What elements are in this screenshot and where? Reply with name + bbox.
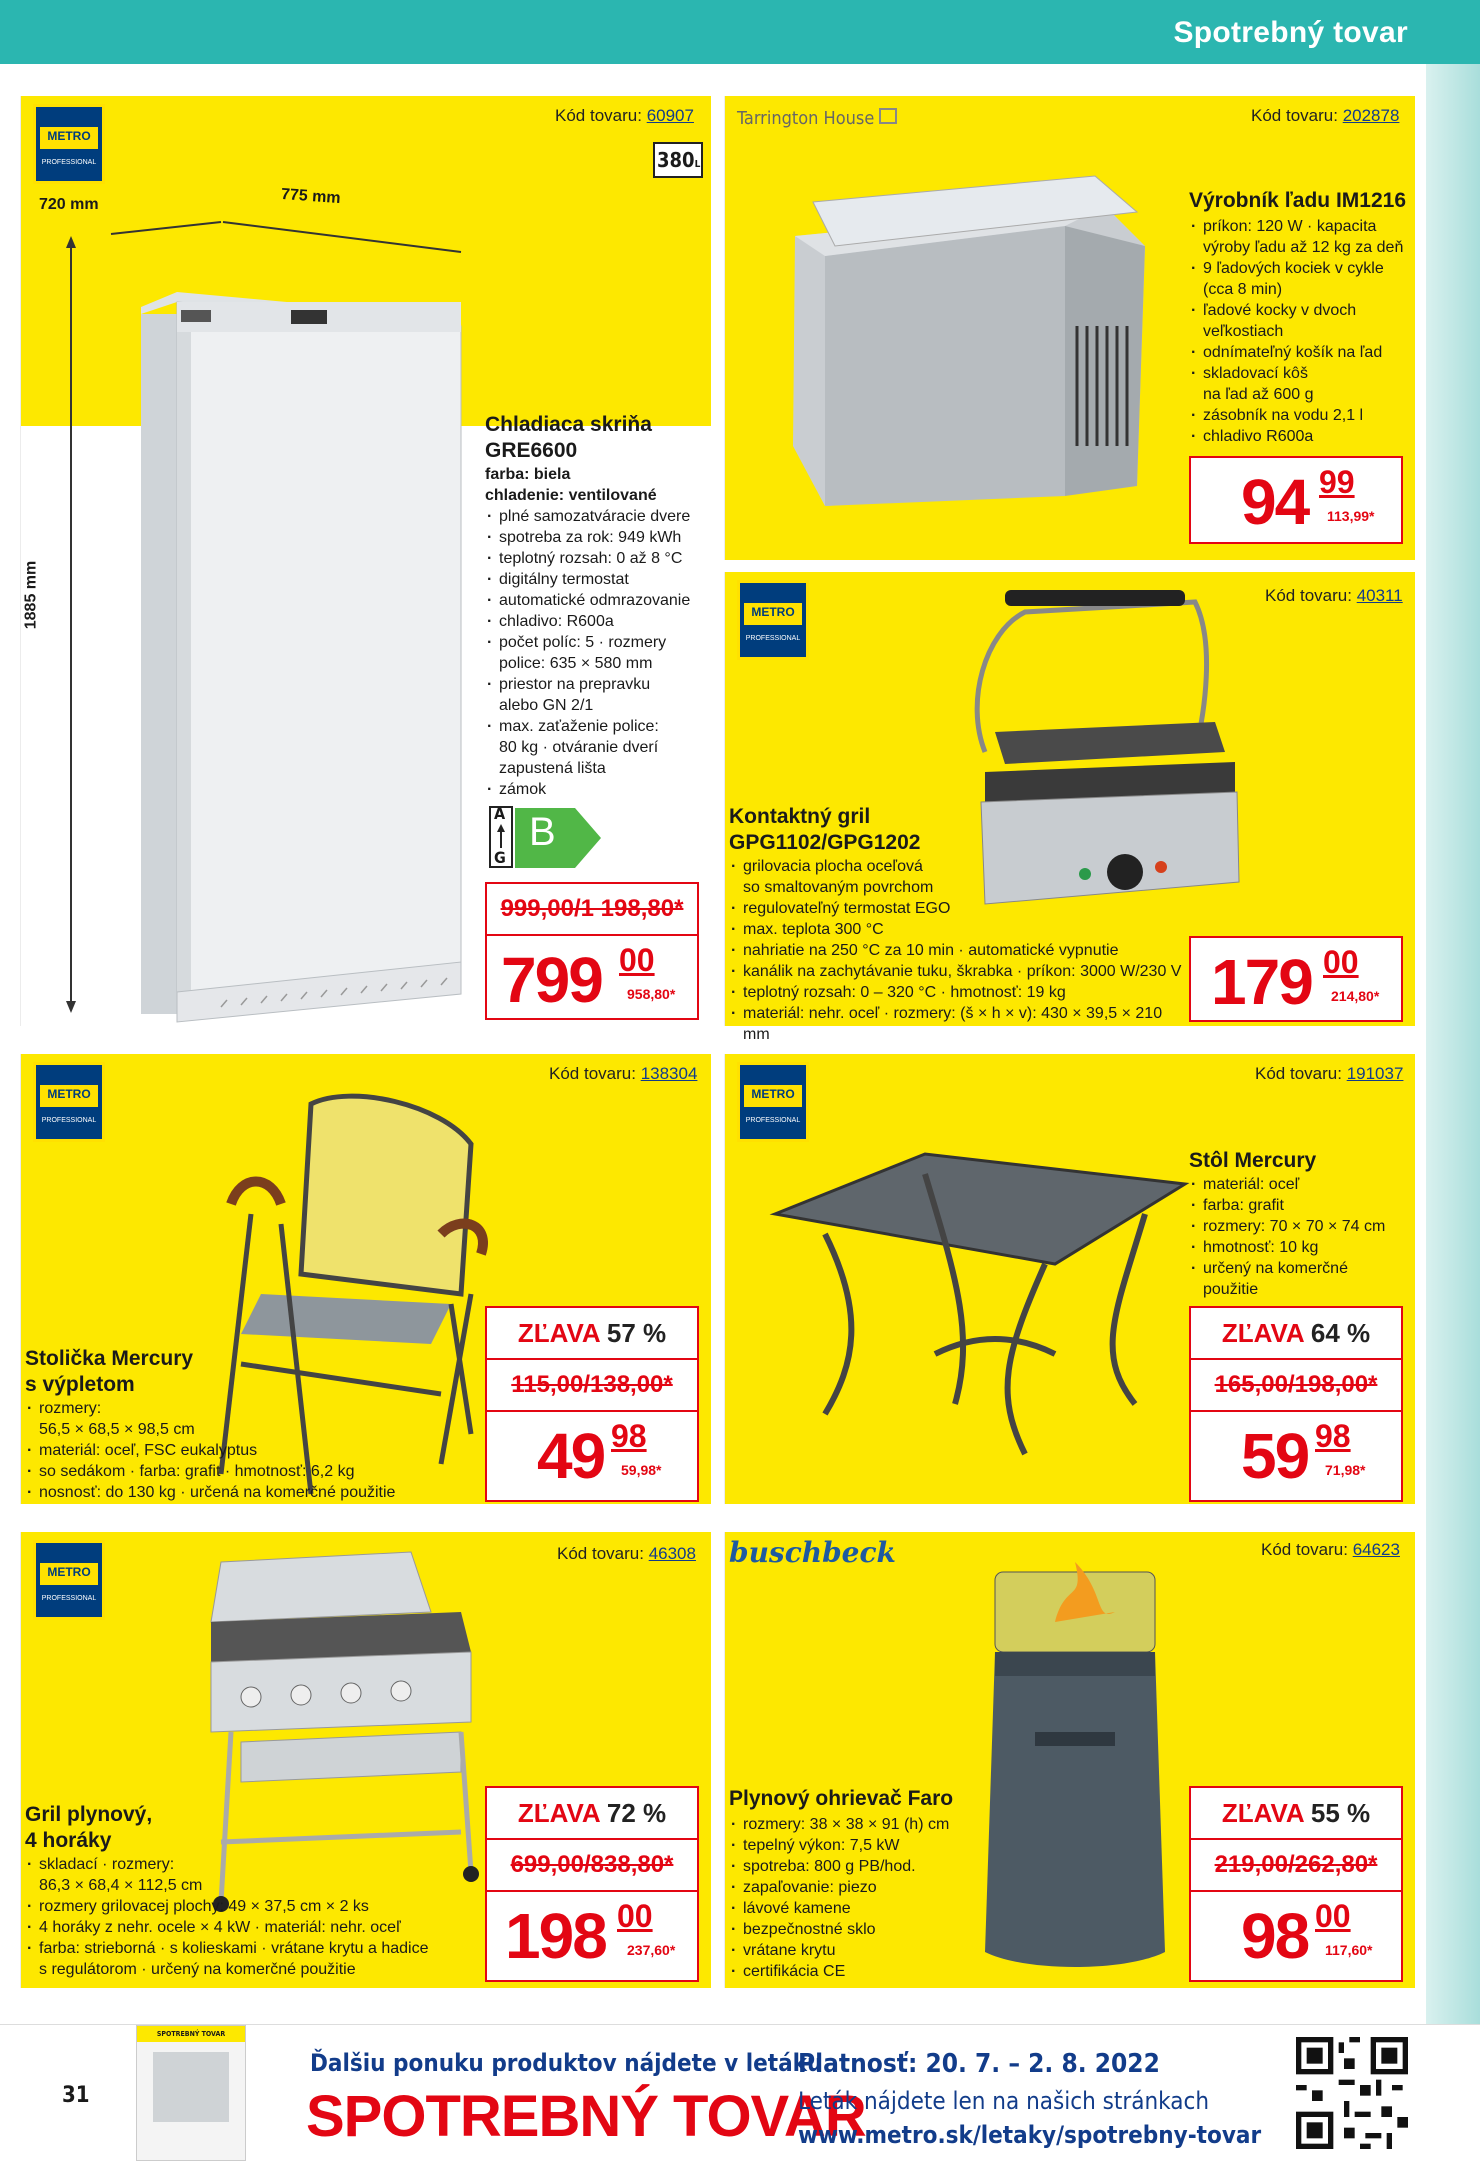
price-with-vat: 958,80* (627, 986, 676, 1002)
energy-class: B (529, 810, 556, 854)
old-price: 165,00/198,00* (1191, 1360, 1401, 1412)
product-code: Kód tovaru: 138304 (549, 1064, 698, 1083)
validity-period: Platnosť: 20. 7. – 2. 8. 2022 (798, 2049, 1160, 2079)
metro-professional-logo: METRO PROFESSIONAL (737, 1062, 809, 1142)
price-decimal: 98 (1315, 1418, 1351, 1454)
price-with-vat: 113,99* (1327, 508, 1375, 524)
product-code: Kód tovaru: 191037 (1255, 1064, 1404, 1083)
page-number: 31 (62, 2083, 90, 2108)
discount-badge: ZĽAVA 64 % (1191, 1308, 1401, 1360)
price-box (1189, 936, 1403, 1022)
price-with-vat: 214,80* (1331, 988, 1380, 1004)
price-integer: 179 (1211, 946, 1312, 1018)
price-with-vat: 237,60* (627, 1942, 676, 1958)
house-icon (879, 108, 897, 124)
metro-professional-logo: METRO PROFESSIONAL (33, 1540, 105, 1620)
product-card-ice-maker[interactable] (724, 96, 1414, 560)
energy-scale-bottom: G (494, 848, 506, 867)
catalogue-link[interactable]: www.metro.sk/letaky/spotrebny-tovar (798, 2121, 1262, 2149)
gas-grill-image (191, 1542, 491, 1902)
dimension-width: 775 mm (280, 185, 342, 208)
product-code: Kód tovaru: 60907 (555, 106, 694, 125)
product-code: Kód tovaru: 64623 (1261, 1540, 1400, 1559)
price-box (1189, 1786, 1403, 1982)
price-integer: 799 (501, 944, 602, 1016)
product-specs: · rozmery: 38 × 38 × 91 (h) cm · tepelný výkon: 7,5 kW · spotreba: 800 g PB/hod. · zapaľovanie: piezo · lávové kamene · bezpečnostné sklo · vrátane krytu · certifikácia CE (729, 1814, 969, 1982)
old-price: 115,00/138,00* (487, 1360, 697, 1412)
dimension-height: 1885 mm (22, 560, 40, 630)
ice-maker-image (765, 166, 1165, 526)
catalogue-note: Leták nájdete len na našich stránkach (798, 2087, 1210, 2115)
product-card-table[interactable] (724, 1054, 1414, 1504)
price-decimal: 00 (619, 942, 655, 978)
gas-heater-image (975, 1542, 1175, 1982)
page-footer (0, 2024, 1480, 2160)
catalogue-title: SPOTREBNÝ TOVAR (306, 2084, 866, 2149)
product-card-chair[interactable] (20, 1054, 710, 1504)
product-code-link[interactable]: 46308 (648, 1544, 696, 1563)
product-code-link[interactable]: 40311 (1356, 586, 1403, 605)
qr-code-icon[interactable] (1296, 2037, 1408, 2149)
product-specs: · skladací · rozmery: 86,3 × 68,4 × 112,5 cm · rozmery grilovacej plochy: 49 × 37,5 cm × 2 ks · 4 horáky z nehr. ocele × 4 kW · materiál: nehr. oceľ · farba: strieborná · s kolieskami · vrátane krytu a hadice s regulátorom · určený na komerčné použitie (25, 1854, 485, 1980)
tarrington-house-logo: Tarrington House (737, 108, 897, 129)
table-image (755, 1114, 1195, 1494)
old-price: 219,00/262,80* (1191, 1840, 1401, 1892)
price-with-vat: 117,60* (1325, 1942, 1373, 1958)
product-name: Výrobník ľadu IM1216 (1189, 189, 1406, 212)
price-with-vat: 71,98* (1325, 1462, 1366, 1478)
product-specs: farba: biela chladenie: ventilované · plné samozatváracie dvere · spotreba za rok: 949 kWh · teplotný rozsah: 0 až 8 °C · digitálny termostat · automatické odmrazovanie · chladivo: R600a · počet políc: 5 · rozmery police: 635 × 580 mm · priestor na prepravku alebo GN 2/1 · max. zaťaženie police: 80 kg · otváranie dverí zapustená lišta · zámok (485, 464, 711, 800)
product-card-gas-grill[interactable] (20, 1532, 710, 1988)
old-price: 699,00/838,80* (487, 1840, 697, 1892)
product-code-link[interactable]: 64623 (1352, 1540, 1400, 1559)
price-decimal: 00 (1315, 1898, 1351, 1934)
product-specs: · grilovacia plocha oceľová so smaltovaným povrchom · regulovateľný termostat EGO · max. teplota 300 °C · nahriatie na 250 °C za 10 min · automatické vypnutie · kanálik na zachytávanie tuku, škrabka · príkon: 3000 W/230 V · teplotný rozsah: 0 – 320 °C · hmotnosť: 19 kg · materiál: nehr. oceľ · rozmery: (š × h × v): 430 × 39,5 × 210 mm (729, 856, 1189, 1045)
price-integer: 198 (505, 1900, 606, 1972)
price-box (1189, 456, 1403, 544)
buschbeck-logo: buschbeck (729, 1536, 896, 1569)
metro-professional-logo: METRO PROFESSIONAL (33, 104, 105, 184)
capacity-badge: 380L (653, 142, 703, 178)
product-specs: · rozmery: 56,5 × 68,5 × 98,5 cm · materiál: oceľ, FSC eukalyptus · so sedákom · farba: grafit · hmotnosť: 6,2 kg · nosnosť: do 130 kg · určená na komerčné použitie (25, 1398, 485, 1503)
product-name: Stôl Mercury (1189, 1149, 1317, 1172)
product-code-link[interactable]: 191037 (1346, 1064, 1404, 1083)
price-integer: 49 (537, 1420, 605, 1492)
product-specs: · materiál: oceľ · farba: grafit · rozmery: 70 × 70 × 74 cm · hmotnosť: 10 kg · určený na komerčné použitie (1189, 1174, 1411, 1300)
product-specs: · príkon: 120 W · kapacita výroby ľadu až 12 kg za deň · 9 ľadových kociek v cykle (cca 8 min) · ľadové kocky v dvoch veľkostiach · odnímateľný košík na ľad · skladovací kôš na ľad až 600 g · zásobník na vodu 2,1 l · chladivo R600a (1189, 216, 1411, 447)
price-decimal: 99 (1319, 464, 1355, 500)
product-name: Gril plynový, 4 horáky (25, 1803, 153, 1852)
price-decimal: 98 (611, 1418, 647, 1454)
metro-professional-logo: METRO PROFESSIONAL (737, 580, 809, 660)
dimension-depth: 720 mm (39, 196, 99, 213)
price-decimal: 00 (617, 1898, 653, 1934)
discount-badge: ZĽAVA 72 % (487, 1788, 697, 1840)
product-card-contact-grill[interactable] (724, 572, 1414, 1043)
old-price: 999,00/1 198,80* (487, 884, 697, 936)
price-with-vat: 59,98* (621, 1462, 662, 1478)
product-code-link[interactable]: 202878 (1342, 106, 1400, 125)
discount-badge: ZĽAVA 55 % (1191, 1788, 1401, 1840)
product-card-fridge[interactable] (20, 96, 710, 1026)
price-box (485, 882, 699, 1020)
price-integer: 94 (1241, 466, 1309, 538)
catalogue-thumbnail[interactable]: SPOTREBNÝ TOVAR (136, 2025, 246, 2161)
metro-professional-logo: METRO PROFESSIONAL (33, 1062, 105, 1142)
product-code: Kód tovaru: 46308 (557, 1544, 696, 1563)
price-decimal: 00 (1323, 944, 1359, 980)
product-code-link[interactable]: 60907 (646, 106, 694, 125)
energy-scale-top: A (494, 804, 506, 823)
more-offers-text: Ďalšiu ponuku produktov nájdete v letáku (310, 2049, 823, 2077)
fridge-image (41, 192, 471, 1022)
price-box (1189, 1306, 1403, 1502)
product-name: Stolička Mercury s výpletom (25, 1347, 194, 1396)
decorative-side-strip (1426, 64, 1480, 2024)
price-box (485, 1786, 699, 1982)
price-integer: 98 (1241, 1900, 1309, 1972)
product-code: Kód tovaru: 40311 (1265, 586, 1403, 605)
product-name: Kontaktný gril GPG1102/GPG1202 (729, 805, 921, 854)
price-box (485, 1306, 699, 1502)
price-integer: 59 (1241, 1420, 1309, 1492)
page-header (0, 0, 1480, 64)
product-name: Plynový ohrievač Faro (729, 1787, 954, 1810)
product-code-link[interactable]: 138304 (640, 1064, 698, 1083)
product-card-gas-heater[interactable] (724, 1532, 1414, 1988)
discount-badge: ZĽAVA 57 % (487, 1308, 697, 1360)
product-code: Kód tovaru: 202878 (1251, 106, 1400, 125)
product-name: Chladiaca skriňa GRE6600 (485, 413, 652, 462)
page-title: Spotrebný tovar (1173, 16, 1408, 49)
